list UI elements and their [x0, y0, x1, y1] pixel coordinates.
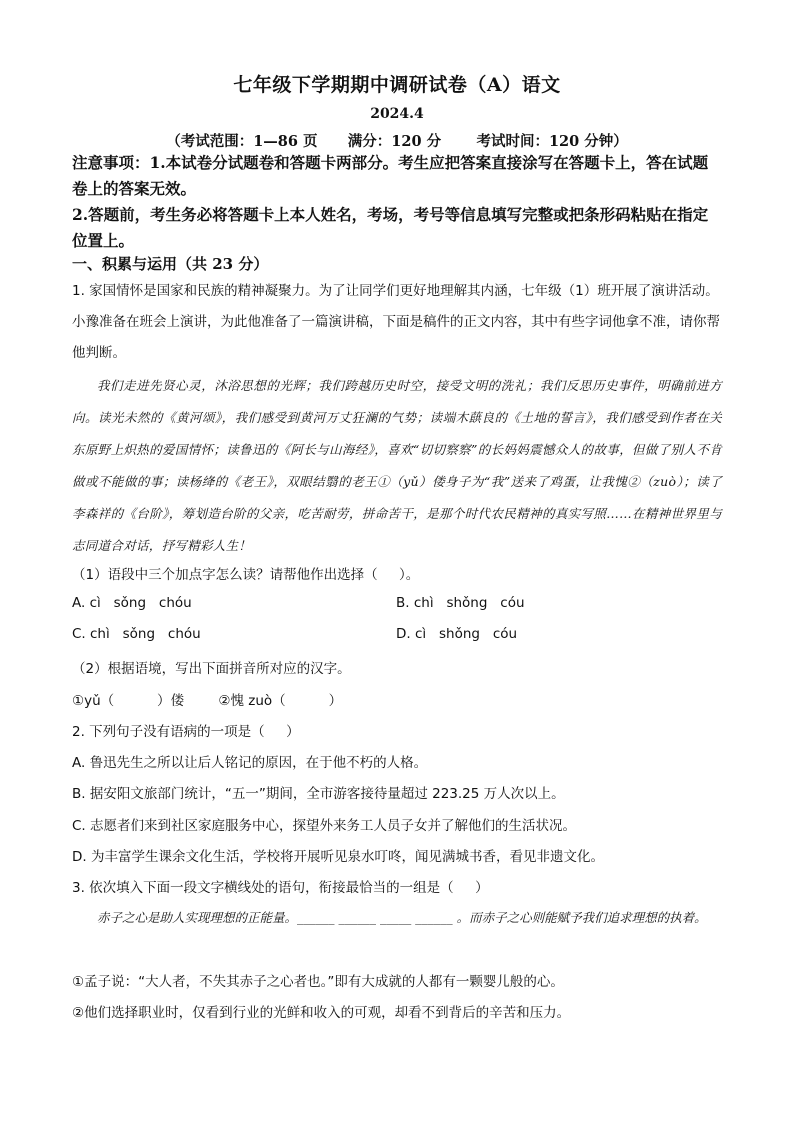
q2-option-b: B. 据安阳文旅部门统计，“五一”期间，全市游客接待量超过 223.25 万人次以上。	[72, 786, 565, 802]
q3-stem: 3. 依次填入下面一段文字横线处的语句，衔接最恰当的一组是（ ）	[72, 880, 489, 896]
exam-title: 七年级下学期期中调研试卷（A）语文	[233, 74, 561, 96]
q3-text: 赤子之心是助人实现理想的正能量。______ ______ _____ ______ 。而赤子之心则能赋予我们追求理想的执着。	[97, 910, 707, 925]
q2-option-a: A. 鲁迅先生之所以让后人铭记的原因，在于他不朽的人格。	[72, 755, 428, 771]
q1-speech: 我们走进先贤心灵，沐浴思想的光辉；我们跨越历史时空，接受文明的洗礼；我们反思历史事件，明确前进方向。读光未然的《黄河颂》，我们感受到黄河万丈狂澜的气势；读端木蕻良的《土地的誓言》，我们感受到作者在关东原野上炽热的爱国情怀；读鲁迅的《阿长与山海经》，喜欢“切切察察”的长妈妈震憾众人的故事，但做了别人不肯做或不能做的事；读杨绛的《老王》，双眼结翳的老王①（yǔ）偻身子为“我”送来了鸡蛋，让我愧②（zuò）；读了李森祥的《台阶》，筹划造台阶的父亲，吃苦耐劳，拼命苦干，是那个时代农民精神的真实写照……在精神世界里与志同道合对话，抒写精彩人生！	[72, 378, 722, 553]
q1-blanks: ①yǔ（ ）偻 ②愧 zuò（ ）	[72, 693, 343, 709]
q1-option-d: D. cì shǒng cóu	[396, 626, 518, 642]
q2-stem: 2. 下列句子没有语病的一项是（ ）	[72, 724, 300, 740]
q3-item-1: ①孟子说：“大人者，不失其赤子之心者也。”即有大成就的人都有一颗婴儿般的心。	[72, 974, 564, 990]
q1-sub2: （2）根据语境，写出下面拼音所对应的汉字。	[72, 661, 351, 677]
exam-meta: （考试范围：1—86 页 满分：120 分 考试时间：120 分钟）	[166, 133, 628, 150]
q1-option-a: A. cì sǒng chóu	[72, 595, 192, 611]
notice-1: 注意事项：1.本试卷分试题卷和答题卡两部分。考生应把答案直接涂写在答题卡上，答在试题卷上的答案无效。	[72, 153, 709, 198]
q2-option-d: D. 为丰富学生课余文化生活，学校将开展听见泉水叮咚，闻见满城书香，看见非遗文化。	[72, 849, 604, 865]
section-heading: 一、积累与运用（共 23 分）	[72, 255, 269, 273]
q1-option-c: C. chì sǒng chóu	[72, 626, 201, 642]
q3-item-2: ②他们选择职业时，仅看到行业的光鲜和收入的可观，却看不到背后的辛苦和压力。	[72, 1005, 571, 1021]
q1-sub1: （1）语段中三个加点字怎么读？请帮他作出选择（ ）。	[72, 567, 420, 583]
exam-date: 2024.4	[370, 106, 424, 122]
q1-option-b: B. chì shǒng cóu	[396, 595, 525, 611]
notice-2: 2.答题前，考生务必将答题卡上本人姓名，考场，考号等信息填写完整或把条形码粘贴在指定位置上。	[72, 205, 709, 250]
q2-option-c: C. 志愿者们来到社区家庭服务中心，探望外来务工人员子女并了解他们的生活状况。	[72, 818, 577, 834]
q1-stem: 1. 家国情怀是国家和民族的精神凝聚力。为了让同学们更好地理解其内涵，七年级（1）班开展了演讲活动。小豫准备在班会上演讲，为此他准备了一篇演讲稿，下面是稿件的正文内容，其中有些字词他拿不准，请你帮他判断。	[72, 283, 720, 361]
